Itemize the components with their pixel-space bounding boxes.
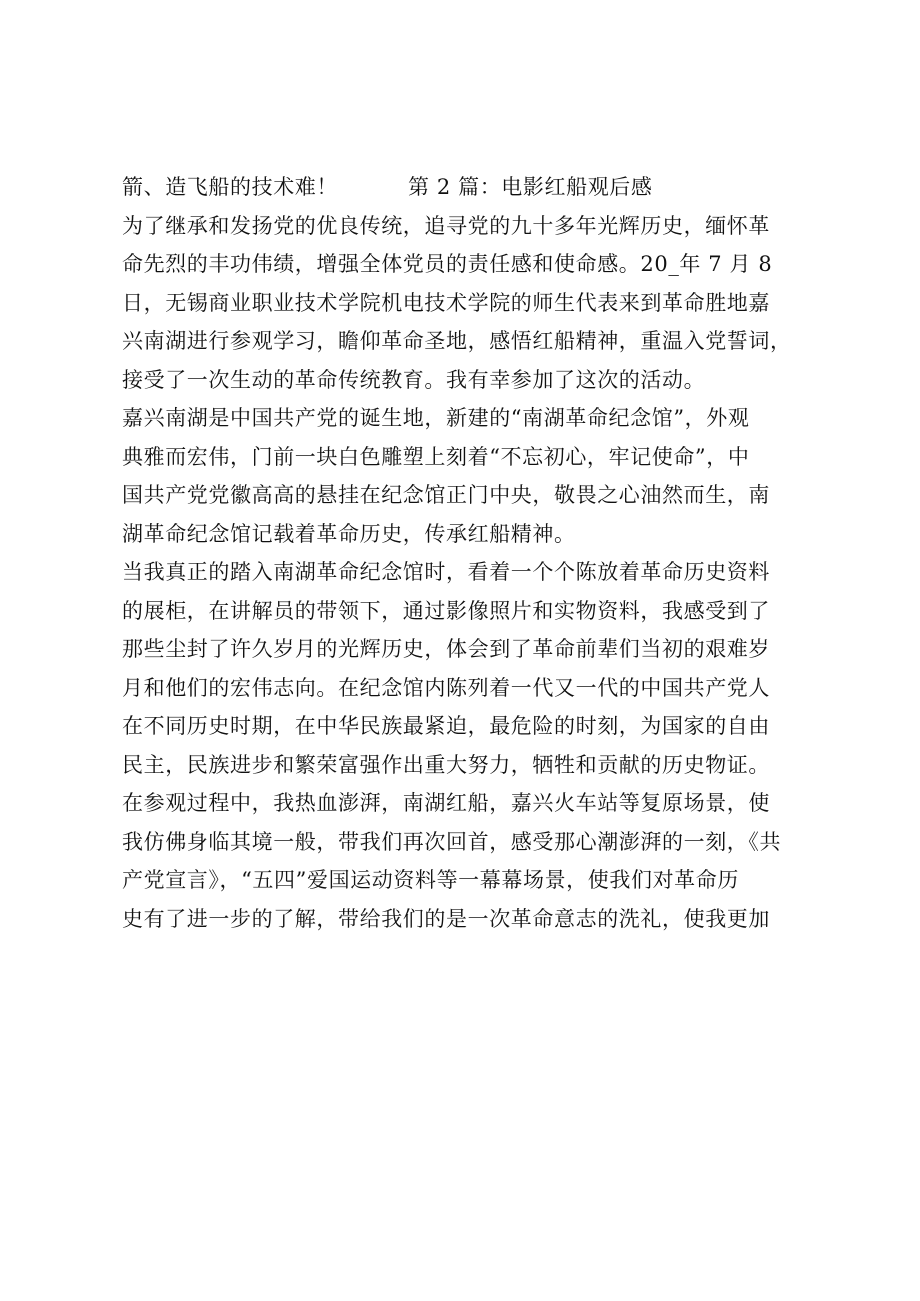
text-line: 月和他们的宏伟志向。在纪念馆内陈列着一代又一代的中国共产党人 xyxy=(122,675,770,700)
text-line: 产党宣言》，“五四”爱国运动资料等一幕幕场景，使我们对革命历 xyxy=(122,868,739,892)
text-line: 那些尘封了许久岁月的光辉历史，体会到了革命前辈们当初的艰难岁 xyxy=(122,637,770,661)
document-body xyxy=(122,168,826,938)
text-line: 命先烈的丰功伟绩，增强全体党员的责任感和使命感。20_年 7 月 8 xyxy=(122,252,773,276)
text-line: 史有了进一步的了解，带给我们的是一次革命意志的洗礼，使我更加 xyxy=(122,906,770,931)
text-line: 当我真正的踏入南湖革命纪念馆时，看着一个个陈放着革命历史资料 xyxy=(122,560,770,584)
text-line: 接受了一次生动的革命传统教育。我有幸参加了这次的活动。 xyxy=(122,367,706,392)
text-line: 在不同历史时期，在中华民族最紧迫，最危险的时刻，为国家的自由 xyxy=(122,714,770,738)
carryover-text: 箭、造飞船的技术难！ xyxy=(122,175,338,199)
text-line: 湖革命纪念馆记载着革命历史，传承红船精神。 xyxy=(122,521,576,546)
text-line: 日，无锡商业职业技术学院机电技术学院的师生代表来到革命胜地嘉 xyxy=(122,290,770,315)
text-line: 民主，民族进步和繁荣富强作出重大努力，牺牲和贡献的历史物证。 xyxy=(122,752,770,777)
text-line: 典雅而宏伟，门前一块白色雕塑上刻着“不忘初心，牢记使命”，中 xyxy=(122,444,750,469)
text-line: 兴南湖进行参观学习，瞻仰革命圣地，感悟红船精神，重温入党誓词， xyxy=(122,329,792,353)
text-line: 嘉兴南湖是中国共产党的诞生地，新建的“南湖革命纪念馆”，外观 xyxy=(122,406,750,430)
section-heading: 第 2 篇：电影红船观后感 xyxy=(408,175,653,199)
text-line: 为了继承和发扬党的优良传统，追寻党的九十多年光辉历史，缅怀革 xyxy=(122,213,770,238)
text-line: 国共产党党徽高高的悬挂在纪念馆正门中央，敬畏之心油然而生，南 xyxy=(122,483,770,507)
first-line xyxy=(122,168,826,207)
text-line: 在参观过程中，我热血澎湃，南湖红船，嘉兴火车站等复原场景，使 xyxy=(122,791,770,815)
text-line: 我仿佛身临其境一般，带我们再次回首，感受那心潮澎湃的一刻，《共 xyxy=(122,829,782,854)
text-line: 的展柜，在讲解员的带领下，通过影像照片和实物资料，我感受到了 xyxy=(122,598,770,623)
